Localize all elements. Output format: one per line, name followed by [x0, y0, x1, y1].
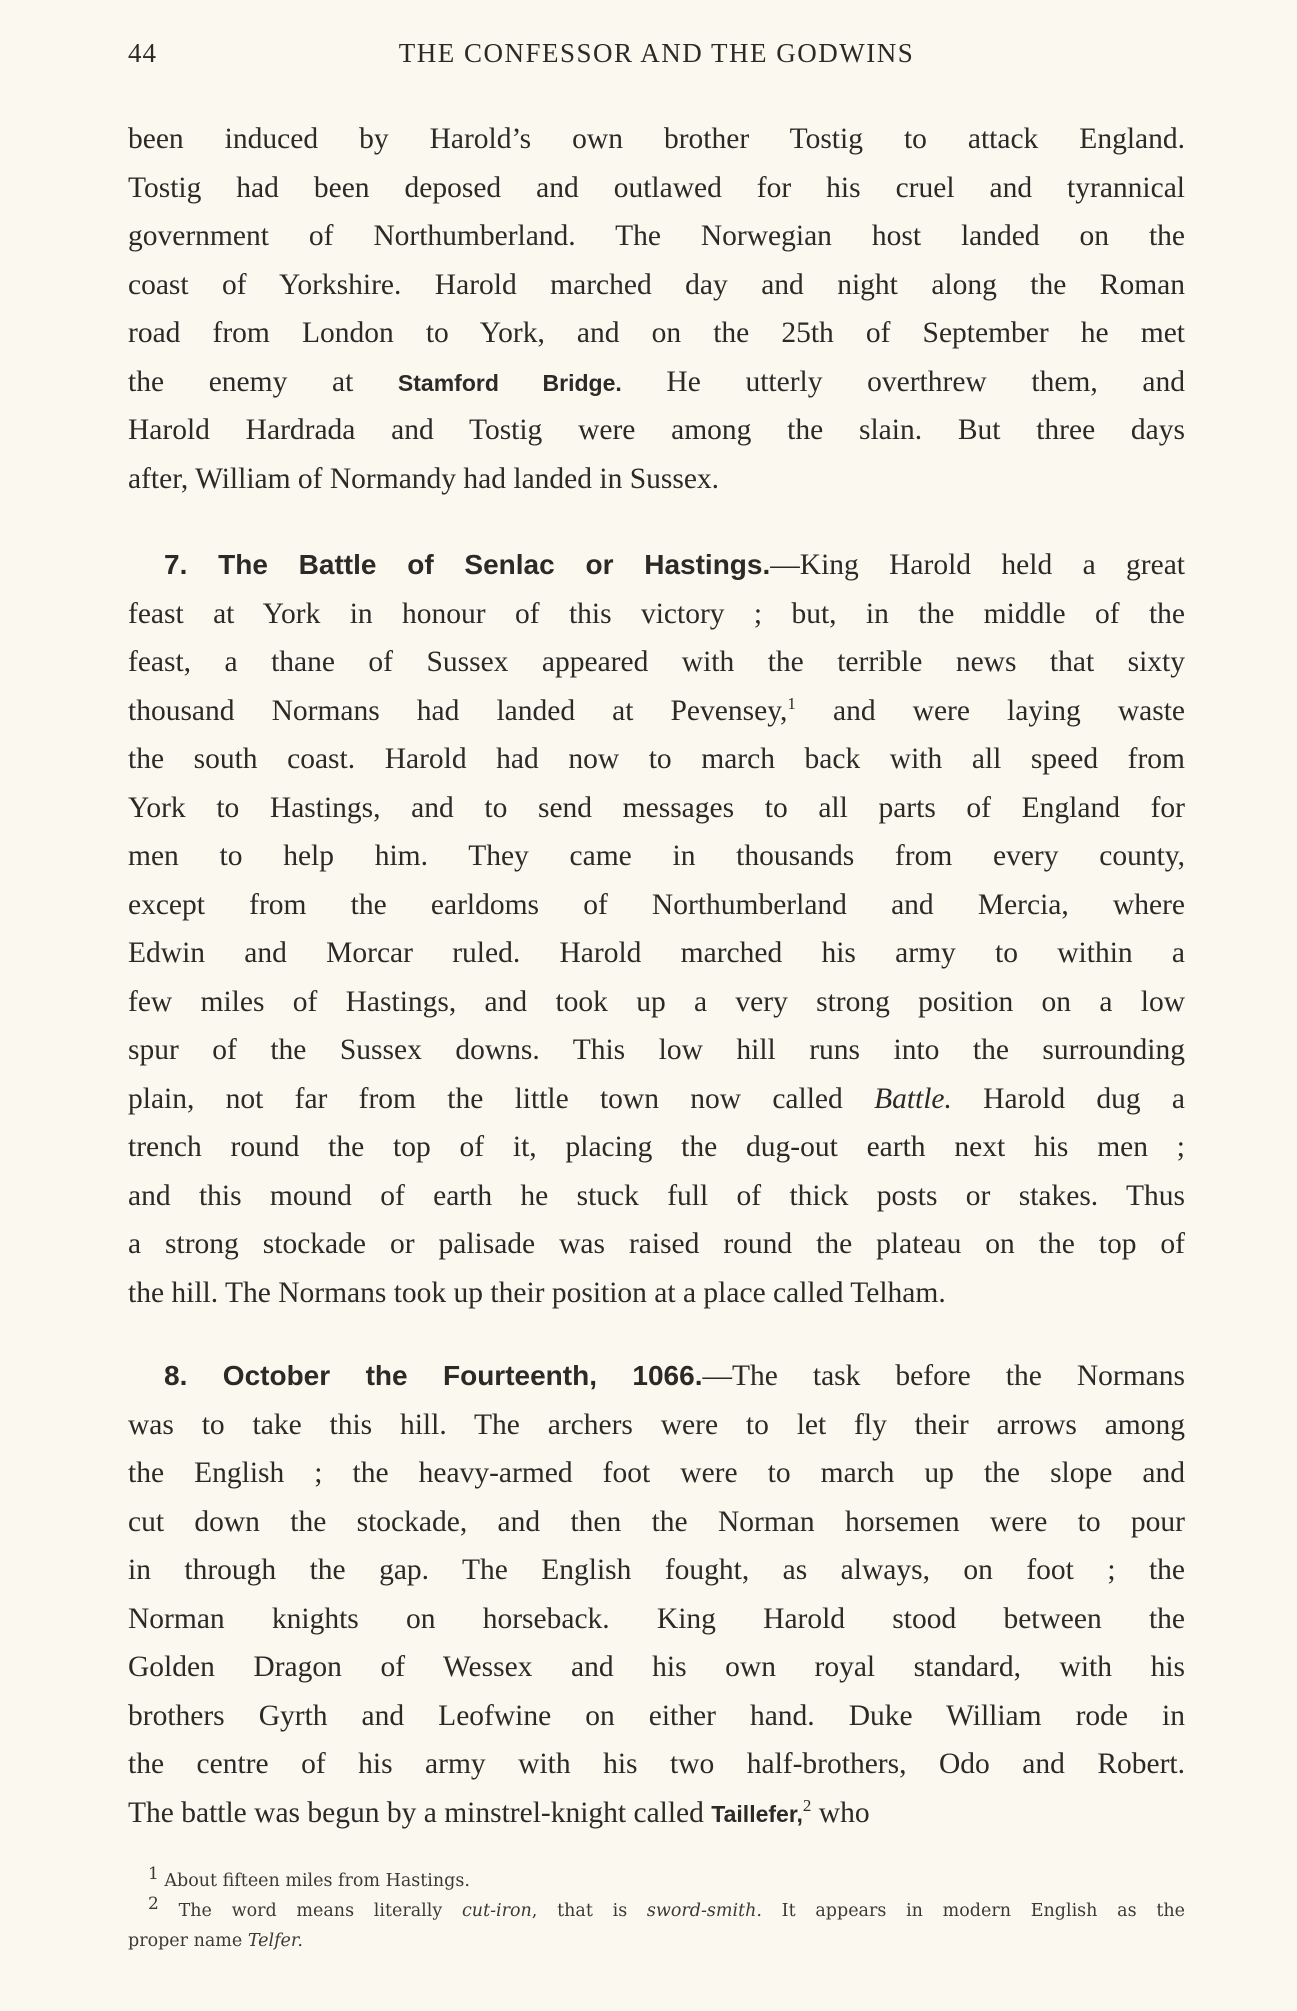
footnote-marker: 1 [787, 693, 796, 713]
text-run: in through the gap. The English fought, as always, on foot ; the [128, 1554, 1185, 1586]
text-line [128, 1643, 1185, 1692]
page-number: 44 [128, 38, 157, 68]
text-run: thousand Normans had landed at Pevensey, [128, 694, 788, 727]
running-header [128, 38, 1185, 78]
text-run: been induced by Harold’s own brother Tostig to attack England. [128, 123, 1185, 155]
text-run: cut down the stockade, and then the Norman horsemen were to pour [128, 1505, 1185, 1538]
text-run: except from the earldoms of Northumberland and Mercia, where [128, 888, 1185, 921]
text-run: the English ; the heavy-armed foot were to march up the slope and [128, 1457, 1185, 1489]
text-run: sword-smith. [646, 1901, 762, 1921]
text-run: —The task before the Normans [702, 1360, 1185, 1392]
text-run: , that is [531, 1901, 647, 1921]
text-run: Edwin and Morcar ruled. Harold marched his army to within a [128, 937, 1185, 969]
paragraph-section-7 [128, 541, 1185, 1317]
text-line [128, 1352, 1185, 1401]
text-line [128, 406, 1185, 455]
text-line [128, 590, 1185, 639]
text-run: spur of the Sussex downs. This low hill runs into the surrounding [128, 1034, 1185, 1066]
text-line [128, 358, 1185, 407]
text-run: About fifteen miles from Hastings. [158, 1871, 470, 1891]
text-line [128, 1269, 1185, 1318]
text-run: Taillefer, [711, 1800, 803, 1827]
text-run: was to take this hill. The archers were to let fly their arrows among [128, 1408, 1185, 1441]
footnote-line [128, 1926, 1185, 1956]
text-run: proper name [128, 1931, 248, 1951]
footnote-marker: 1 [148, 1864, 159, 1885]
text-line [128, 1740, 1185, 1789]
text-line [128, 1449, 1185, 1498]
text-line [128, 881, 1185, 930]
text-line [128, 541, 1185, 590]
text-line [128, 1172, 1185, 1221]
text-line [128, 1220, 1185, 1269]
text-line [128, 1498, 1185, 1547]
text-line [128, 1123, 1185, 1172]
text-run: The word means literally [158, 1901, 462, 1921]
footnote-marker: 2 [802, 1795, 812, 1815]
paragraph-1 [128, 115, 1185, 503]
text-line [128, 929, 1185, 978]
text-line [128, 784, 1185, 833]
text-run: men to help him. They came in thousands from every county, [128, 840, 1185, 872]
text-run: Harold dug a [951, 1082, 1186, 1115]
text-run: the enemy at [128, 365, 398, 398]
text-run: the centre of his army with his two half-brothers, Odo and Robert. [128, 1748, 1185, 1780]
text-line [128, 455, 1185, 504]
text-line [128, 164, 1185, 213]
text-line [128, 1789, 1185, 1838]
text-line [128, 1595, 1185, 1644]
text-line [128, 735, 1185, 784]
text-line [128, 261, 1185, 310]
text-run: Tostig had been deposed and outlawed for his cruel and tyrannical [128, 171, 1185, 204]
text-line [128, 978, 1185, 1027]
text-run: who [811, 1796, 870, 1829]
text-run: road from London to York, and on the 25th of September he met [128, 317, 1185, 349]
text-line [128, 638, 1185, 687]
text-line [128, 687, 1185, 736]
running-title: THE CONFESSOR AND THE GODWINS [398, 38, 915, 68]
text-line [128, 832, 1185, 881]
text-run: plain, not far from the little town now called [128, 1082, 875, 1115]
text-line [128, 212, 1185, 261]
text-line [128, 1401, 1185, 1450]
footnotes [128, 1866, 1185, 1956]
text-line [128, 1546, 1185, 1595]
text-run: He utterly overthrew them, and [621, 365, 1185, 398]
text-run: —King Harold held a great [770, 549, 1185, 581]
footnote-marker: 2 [148, 1894, 159, 1915]
text-run: the south coast. Harold had now to march back with all speed from [128, 743, 1185, 775]
text-run: Stamford Bridge. [397, 369, 622, 396]
section-heading: 8. October the Fourteenth, 1066. [164, 1360, 703, 1391]
text-run: Norman knights on horseback. King Harold stood between the [128, 1602, 1185, 1635]
text-run: few miles of Hastings, and took up a very strong position on a low [128, 985, 1185, 1018]
text-line [128, 1075, 1185, 1124]
footnote-line [128, 1896, 1185, 1926]
text-run: Harold Hardrada and Tostig were among the slain. But three days [128, 414, 1185, 446]
text-run: coast of Yorkshire. Harold marched day and night along the Roman [128, 268, 1185, 301]
text-run: York to Hastings, and to send messages to all parts of England for [128, 791, 1185, 824]
section-heading: 7. The Battle of Senlac or Hastings. [164, 549, 771, 580]
text-run: government of Northumberland. The Norwegian host landed on the [128, 220, 1185, 252]
text-line [128, 1692, 1185, 1741]
text-run: after, William of Normandy had landed in Sussex. [128, 462, 720, 495]
text-run: feast at York in honour of this victory ; but, in the middle of the [128, 597, 1185, 630]
footnote-line [128, 1866, 1185, 1896]
text-run: and were laying waste [795, 694, 1186, 727]
text-run: the hill. The Normans took up their position at a place called Telham. [128, 1276, 946, 1309]
text-run: It appears in modern English as the [761, 1901, 1185, 1921]
text-line [128, 309, 1185, 358]
text-run: Telfer. [247, 1931, 303, 1951]
text-run: trench round the top of it, placing the dug-out earth next his men ; [128, 1131, 1185, 1163]
text-line [128, 115, 1185, 164]
text-run: Battle. [874, 1082, 952, 1115]
text-run: and this mound of earth he stuck full of thick posts or stakes. Thus [128, 1179, 1185, 1212]
text-run: a strong stockade or palisade was raised round the plateau on the top of [128, 1228, 1185, 1260]
text-line [128, 1026, 1185, 1075]
text-run: brothers Gyrth and Leofwine on either hand. Duke William rode in [128, 1699, 1185, 1732]
text-run: feast, a thane of Sussex appeared with the terrible news that sixty [128, 646, 1185, 678]
text-run: The battle was begun by a minstrel-knight called [128, 1796, 712, 1829]
paragraph-section-8 [128, 1352, 1185, 1837]
text-run: Golden Dragon of Wessex and his own royal standard, with his [128, 1651, 1185, 1683]
text-run: cut-iron [462, 1901, 532, 1921]
